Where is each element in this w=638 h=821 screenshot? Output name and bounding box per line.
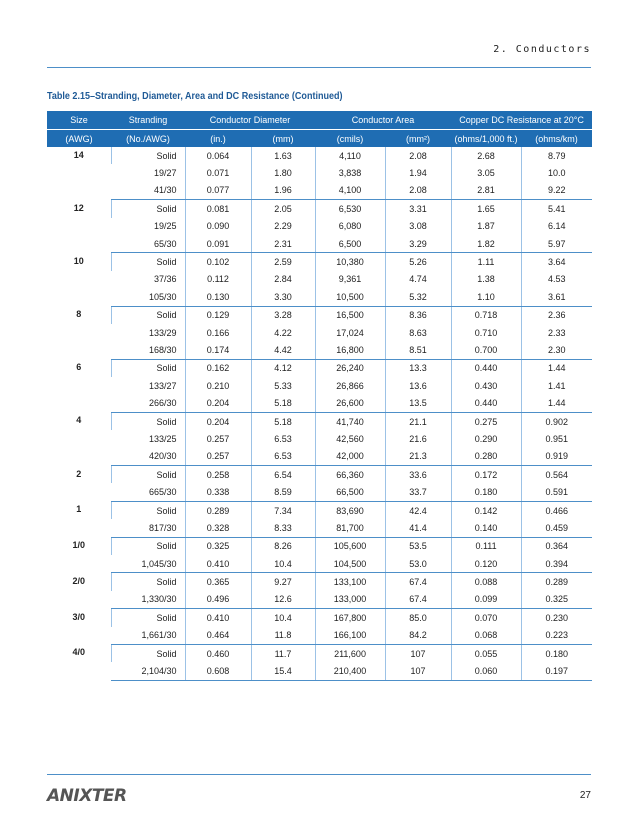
resistance-km-cell: 0.180	[521, 644, 592, 662]
diameter-mm-cell: 6.53	[251, 430, 315, 447]
diameter-mm-cell: 5.33	[251, 377, 315, 394]
area-mm2-cell: 41.4	[385, 519, 451, 537]
diameter-in-cell: 0.081	[185, 200, 251, 218]
unit-awg: (AWG)	[65, 133, 93, 144]
stranding-cell: Solid	[111, 466, 185, 484]
diameter-in-cell: 0.289	[185, 501, 251, 519]
resistance-ft-cell: 0.180	[451, 483, 521, 501]
diameter-in-cell: 0.608	[185, 662, 251, 680]
stranding-cell: Solid	[111, 501, 185, 519]
area-cmils-cell: 105,600	[315, 537, 385, 555]
area-mm2-cell: 53.5	[385, 537, 451, 555]
resistance-km-cell: 5.41	[521, 200, 592, 218]
area-mm2-cell: 3.08	[385, 218, 451, 235]
resistance-ft-cell: 0.290	[451, 430, 521, 447]
diameter-mm-cell: 9.27	[251, 573, 315, 591]
diameter-mm-cell: 8.33	[251, 519, 315, 537]
diameter-in-cell: 0.112	[185, 271, 251, 288]
diameter-mm-cell: 10.4	[251, 609, 315, 627]
area-cmils-cell: 42,000	[315, 448, 385, 466]
stranding-cell: 65/30	[111, 235, 185, 253]
diameter-in-cell: 0.162	[185, 359, 251, 377]
size-cell: 12	[73, 202, 84, 213]
diameter-in-cell: 0.328	[185, 519, 251, 537]
resistance-ft-cell: 0.111	[451, 537, 521, 555]
diameter-mm-cell: 2.84	[251, 271, 315, 288]
table-row	[47, 164, 592, 181]
resistance-ft-cell: 0.088	[451, 573, 521, 591]
resistance-km-cell: 0.394	[521, 555, 592, 573]
diameter-mm-cell: 3.28	[251, 306, 315, 324]
stranding-cell: 420/30	[111, 448, 185, 466]
resistance-km-cell: 9.22	[521, 182, 592, 200]
area-mm2-cell: 4.74	[385, 271, 451, 288]
resistance-ft-cell: 0.718	[451, 306, 521, 324]
diameter-in-cell: 0.204	[185, 394, 251, 412]
diameter-mm-cell: 3.30	[251, 288, 315, 306]
diameter-mm-cell: 1.96	[251, 182, 315, 200]
table-row	[47, 147, 592, 164]
area-cmils-cell: 66,360	[315, 466, 385, 484]
resistance-ft-cell: 1.87	[451, 218, 521, 235]
diameter-in-cell: 0.464	[185, 627, 251, 645]
area-cmils-cell: 9,361	[315, 271, 385, 288]
area-cmils-cell: 66,500	[315, 483, 385, 501]
resistance-km-cell: 0.919	[521, 448, 592, 466]
diameter-in-cell: 0.129	[185, 306, 251, 324]
resistance-km-cell: 1.41	[521, 377, 592, 394]
resistance-ft-cell: 0.068	[451, 627, 521, 645]
stranding-cell: 19/27	[153, 168, 177, 179]
resistance-ft-cell: 0.142	[451, 501, 521, 519]
area-mm2-cell: 1.94	[385, 164, 451, 181]
header-dc-resistance: Copper DC Resistance at 20°C	[451, 111, 592, 130]
table-row	[47, 555, 592, 573]
area-cmils-cell: 83,690	[315, 501, 385, 519]
diameter-mm-cell: 2.59	[251, 253, 315, 271]
resistance-ft-cell: 2.81	[451, 182, 521, 200]
resistance-ft-cell: 1.11	[451, 253, 521, 271]
area-mm2-cell: 3.31	[385, 200, 451, 218]
resistance-km-cell: 1.44	[521, 359, 592, 377]
diameter-in-cell: 0.174	[185, 341, 251, 359]
table-row	[47, 412, 592, 430]
table-row	[47, 519, 592, 537]
diameter-in-cell: 0.071	[185, 164, 251, 181]
resistance-km-cell: 6.14	[521, 218, 592, 235]
resistance-ft-cell: 0.710	[451, 324, 521, 341]
resistance-km-cell: 3.64	[521, 253, 592, 271]
diameter-in-cell: 0.496	[185, 591, 251, 609]
size-cell: 4	[76, 415, 82, 426]
diameter-mm-cell: 11.7	[251, 644, 315, 662]
diameter-in-cell: 0.257	[185, 430, 251, 447]
unit-ohms-1000ft: (ohms/1,000 ft.)	[454, 133, 518, 144]
area-mm2-cell: 8.63	[385, 324, 451, 341]
resistance-ft-cell: 0.275	[451, 412, 521, 430]
area-cmils-cell: 41,740	[315, 412, 385, 430]
area-cmils-cell: 16,800	[315, 341, 385, 359]
resistance-km-cell: 2.36	[521, 306, 592, 324]
size-cell: 6	[76, 362, 82, 373]
area-cmils-cell: 17,024	[315, 324, 385, 341]
area-mm2-cell: 42.4	[385, 501, 451, 519]
resistance-ft-cell: 0.440	[451, 394, 521, 412]
area-mm2-cell: 3.29	[385, 235, 451, 253]
stranding-cell: 168/30	[111, 341, 185, 359]
area-cmils-cell: 26,240	[315, 359, 385, 377]
area-cmils-cell: 6,530	[315, 200, 385, 218]
resistance-ft-cell: 3.05	[451, 164, 521, 181]
resistance-km-cell: 3.61	[521, 288, 592, 306]
table-row	[47, 182, 592, 200]
area-mm2-cell: 5.32	[385, 288, 451, 306]
diameter-mm-cell: 4.42	[251, 341, 315, 359]
resistance-ft-cell: 0.430	[451, 377, 521, 394]
size-cell: 2/0	[72, 575, 85, 586]
stranding-cell: Solid	[111, 306, 185, 324]
table-units-row	[47, 130, 592, 148]
area-mm2-cell: 107	[385, 644, 451, 662]
unit-no-awg: (No./AWG)	[126, 133, 170, 144]
resistance-km-cell: 2.30	[521, 341, 592, 359]
table-row	[47, 537, 592, 555]
resistance-km-cell: 0.230	[521, 609, 592, 627]
table-row	[47, 573, 592, 591]
stranding-cell: Solid	[111, 200, 185, 218]
size-cell: 4/0	[72, 647, 85, 658]
resistance-ft-cell: 0.700	[451, 341, 521, 359]
area-cmils-cell: 166,100	[315, 627, 385, 645]
diameter-mm-cell: 4.12	[251, 359, 315, 377]
area-cmils-cell: 3,838	[315, 164, 385, 181]
area-mm2-cell: 8.36	[385, 306, 451, 324]
resistance-km-cell: 0.591	[521, 483, 592, 501]
diameter-in-cell: 0.257	[185, 448, 251, 466]
resistance-ft-cell: 0.140	[451, 519, 521, 537]
diameter-mm-cell: 7.34	[251, 501, 315, 519]
size-cell: 10	[73, 255, 84, 266]
table-body	[47, 147, 592, 680]
table-row	[47, 271, 592, 288]
section-title: 2. Conductors	[493, 44, 591, 55]
diameter-mm-cell: 12.6	[251, 591, 315, 609]
diameter-mm-cell: 5.18	[251, 412, 315, 430]
unit-mm2: (mm²)	[406, 133, 431, 144]
header-conductor-diameter: Conductor Diameter	[185, 111, 315, 130]
table-row	[47, 627, 592, 645]
area-mm2-cell: 85.0	[385, 609, 451, 627]
table-row	[47, 377, 592, 394]
diameter-mm-cell: 1.63	[251, 147, 315, 164]
table-row	[47, 644, 592, 662]
diameter-mm-cell: 2.31	[251, 235, 315, 253]
size-cell: 1/0	[72, 540, 85, 551]
resistance-km-cell: 8.79	[521, 147, 592, 164]
table-row	[47, 235, 592, 253]
stranding-cell: 37/36	[153, 274, 177, 285]
table-row	[47, 483, 592, 501]
stranding-cell: Solid	[111, 644, 185, 662]
anixter-logo: ANIXTER	[47, 786, 127, 806]
diameter-in-cell: 0.338	[185, 483, 251, 501]
stranding-cell: 1,045/30	[111, 555, 185, 573]
resistance-km-cell: 10.0	[521, 164, 592, 181]
stranding-cell: 19/25	[153, 221, 177, 232]
diameter-in-cell: 0.204	[185, 412, 251, 430]
diameter-mm-cell: 4.22	[251, 324, 315, 341]
resistance-km-cell: 0.466	[521, 501, 592, 519]
unit-in: (in.)	[210, 133, 226, 144]
table-row	[47, 501, 592, 519]
diameter-mm-cell: 15.4	[251, 662, 315, 680]
resistance-km-cell: 0.564	[521, 466, 592, 484]
stranding-cell: 817/30	[111, 519, 185, 537]
area-mm2-cell: 21.3	[385, 448, 451, 466]
diameter-in-cell: 0.460	[185, 644, 251, 662]
diameter-mm-cell: 5.18	[251, 394, 315, 412]
diameter-mm-cell: 8.26	[251, 537, 315, 555]
area-cmils-cell: 133,000	[315, 591, 385, 609]
resistance-km-cell: 1.44	[521, 394, 592, 412]
diameter-mm-cell: 2.05	[251, 200, 315, 218]
area-mm2-cell: 2.08	[385, 147, 451, 164]
area-cmils-cell: 6,500	[315, 235, 385, 253]
area-mm2-cell: 67.4	[385, 573, 451, 591]
resistance-km-cell: 0.289	[521, 573, 592, 591]
diameter-mm-cell: 6.54	[251, 466, 315, 484]
resistance-ft-cell: 0.060	[451, 662, 521, 680]
area-cmils-cell: 211,600	[315, 644, 385, 662]
diameter-mm-cell: 6.53	[251, 448, 315, 466]
area-cmils-cell: 4,100	[315, 182, 385, 200]
area-cmils-cell: 16,500	[315, 306, 385, 324]
stranding-cell: 105/30	[111, 288, 185, 306]
area-cmils-cell: 26,600	[315, 394, 385, 412]
area-mm2-cell: 5.26	[385, 253, 451, 271]
table-row	[47, 306, 592, 324]
table-row	[47, 466, 592, 484]
size-cell: 2	[76, 468, 82, 479]
resistance-ft-cell: 1.65	[451, 200, 521, 218]
diameter-mm-cell: 1.80	[251, 164, 315, 181]
area-mm2-cell: 67.4	[385, 591, 451, 609]
diameter-mm-cell: 10.4	[251, 555, 315, 573]
diameter-in-cell: 0.210	[185, 377, 251, 394]
area-mm2-cell: 53.0	[385, 555, 451, 573]
stranding-cell: 665/30	[111, 483, 185, 501]
size-cell: 3/0	[72, 611, 85, 622]
area-mm2-cell: 13.5	[385, 394, 451, 412]
area-mm2-cell: 13.3	[385, 359, 451, 377]
resistance-km-cell: 0.364	[521, 537, 592, 555]
table-row	[47, 394, 592, 412]
diameter-in-cell: 0.091	[185, 235, 251, 253]
resistance-ft-cell: 0.055	[451, 644, 521, 662]
resistance-km-cell: 0.197	[521, 662, 592, 680]
size-cell: 1	[76, 504, 82, 515]
stranding-cell: Solid	[111, 573, 185, 591]
area-cmils-cell: 10,500	[315, 288, 385, 306]
area-cmils-cell: 42,560	[315, 430, 385, 447]
table-row	[47, 609, 592, 627]
diameter-in-cell: 0.325	[185, 537, 251, 555]
unit-cmils: (cmils)	[336, 133, 364, 144]
resistance-km-cell: 0.951	[521, 430, 592, 447]
area-mm2-cell: 8.51	[385, 341, 451, 359]
stranding-cell: 1,330/30	[111, 591, 185, 609]
table-row	[47, 591, 592, 609]
resistance-km-cell: 4.53	[521, 271, 592, 288]
conductor-table	[47, 111, 592, 681]
diameter-mm-cell: 8.59	[251, 483, 315, 501]
diameter-in-cell: 0.090	[185, 218, 251, 235]
area-mm2-cell: 2.08	[385, 182, 451, 200]
unit-mm: (mm)	[272, 133, 294, 144]
stranding-cell: Solid	[111, 537, 185, 555]
footer-divider	[47, 774, 591, 775]
area-mm2-cell: 21.6	[385, 430, 451, 447]
area-mm2-cell: 107	[385, 662, 451, 680]
table-caption: Table 2.15–Stranding, Diameter, Area and DC Resistance (Continued)	[47, 90, 343, 102]
resistance-km-cell: 0.325	[521, 591, 592, 609]
area-mm2-cell: 13.6	[385, 377, 451, 394]
unit-ohms-km: (ohms/km)	[535, 133, 578, 144]
area-cmils-cell: 4,110	[315, 147, 385, 164]
diameter-in-cell: 0.064	[185, 147, 251, 164]
diameter-in-cell: 0.410	[185, 609, 251, 627]
stranding-cell: Solid	[111, 359, 185, 377]
stranding-cell: 266/30	[111, 394, 185, 412]
stranding-cell: 133/27	[148, 380, 177, 391]
table-row	[47, 448, 592, 466]
size-cell: 8	[76, 309, 82, 320]
area-cmils-cell: 6,080	[315, 218, 385, 235]
resistance-ft-cell: 1.82	[451, 235, 521, 253]
table-row	[47, 662, 592, 680]
diameter-in-cell: 0.258	[185, 466, 251, 484]
resistance-ft-cell: 0.099	[451, 591, 521, 609]
diameter-in-cell: 0.102	[185, 253, 251, 271]
area-cmils-cell: 104,500	[315, 555, 385, 573]
area-mm2-cell: 21.1	[385, 412, 451, 430]
table-header-row	[47, 111, 592, 130]
resistance-ft-cell: 0.172	[451, 466, 521, 484]
resistance-ft-cell: 0.070	[451, 609, 521, 627]
area-cmils-cell: 81,700	[315, 519, 385, 537]
diameter-in-cell: 0.410	[185, 555, 251, 573]
resistance-ft-cell: 0.280	[451, 448, 521, 466]
table-row	[47, 253, 592, 271]
diameter-in-cell: 0.365	[185, 573, 251, 591]
area-cmils-cell: 210,400	[315, 662, 385, 680]
area-cmils-cell: 133,100	[315, 573, 385, 591]
header-conductor-area: Conductor Area	[315, 111, 451, 130]
table-row	[47, 341, 592, 359]
resistance-km-cell: 5.97	[521, 235, 592, 253]
resistance-ft-cell: 2.68	[451, 147, 521, 164]
table-row	[47, 218, 592, 235]
stranding-cell: 1,661/30	[111, 627, 185, 645]
resistance-ft-cell: 0.120	[451, 555, 521, 573]
table-row	[47, 430, 592, 447]
stranding-cell: Solid	[111, 412, 185, 430]
stranding-cell: 133/25	[148, 433, 177, 444]
area-mm2-cell: 33.7	[385, 483, 451, 501]
page-number: 27	[579, 790, 591, 801]
stranding-cell: 2,104/30	[111, 662, 185, 680]
resistance-ft-cell: 1.10	[451, 288, 521, 306]
diameter-mm-cell: 2.29	[251, 218, 315, 235]
area-mm2-cell: 84.2	[385, 627, 451, 645]
stranding-cell: Solid	[111, 253, 185, 271]
resistance-km-cell: 0.223	[521, 627, 592, 645]
table-row	[47, 359, 592, 377]
table-row	[47, 288, 592, 306]
area-mm2-cell: 33.6	[385, 466, 451, 484]
header-size: Size	[47, 111, 111, 130]
area-cmils-cell: 10,380	[315, 253, 385, 271]
resistance-km-cell: 2.33	[521, 324, 592, 341]
diameter-in-cell: 0.130	[185, 288, 251, 306]
resistance-km-cell: 0.459	[521, 519, 592, 537]
resistance-ft-cell: 0.440	[451, 359, 521, 377]
table-row	[47, 200, 592, 218]
header-divider	[47, 67, 591, 68]
area-cmils-cell: 167,800	[315, 609, 385, 627]
header-stranding: Stranding	[111, 111, 185, 130]
stranding-cell: Solid	[111, 609, 185, 627]
table-row	[47, 324, 592, 341]
stranding-cell: 133/29	[148, 327, 177, 338]
resistance-ft-cell: 1.38	[451, 271, 521, 288]
diameter-mm-cell: 11.8	[251, 627, 315, 645]
size-cell: 14	[73, 150, 84, 160]
area-cmils-cell: 26,866	[315, 377, 385, 394]
resistance-km-cell: 0.902	[521, 412, 592, 430]
diameter-in-cell: 0.166	[185, 324, 251, 341]
stranding-cell: 41/30	[111, 182, 185, 200]
stranding-cell: Solid	[111, 147, 185, 164]
diameter-in-cell: 0.077	[185, 182, 251, 200]
